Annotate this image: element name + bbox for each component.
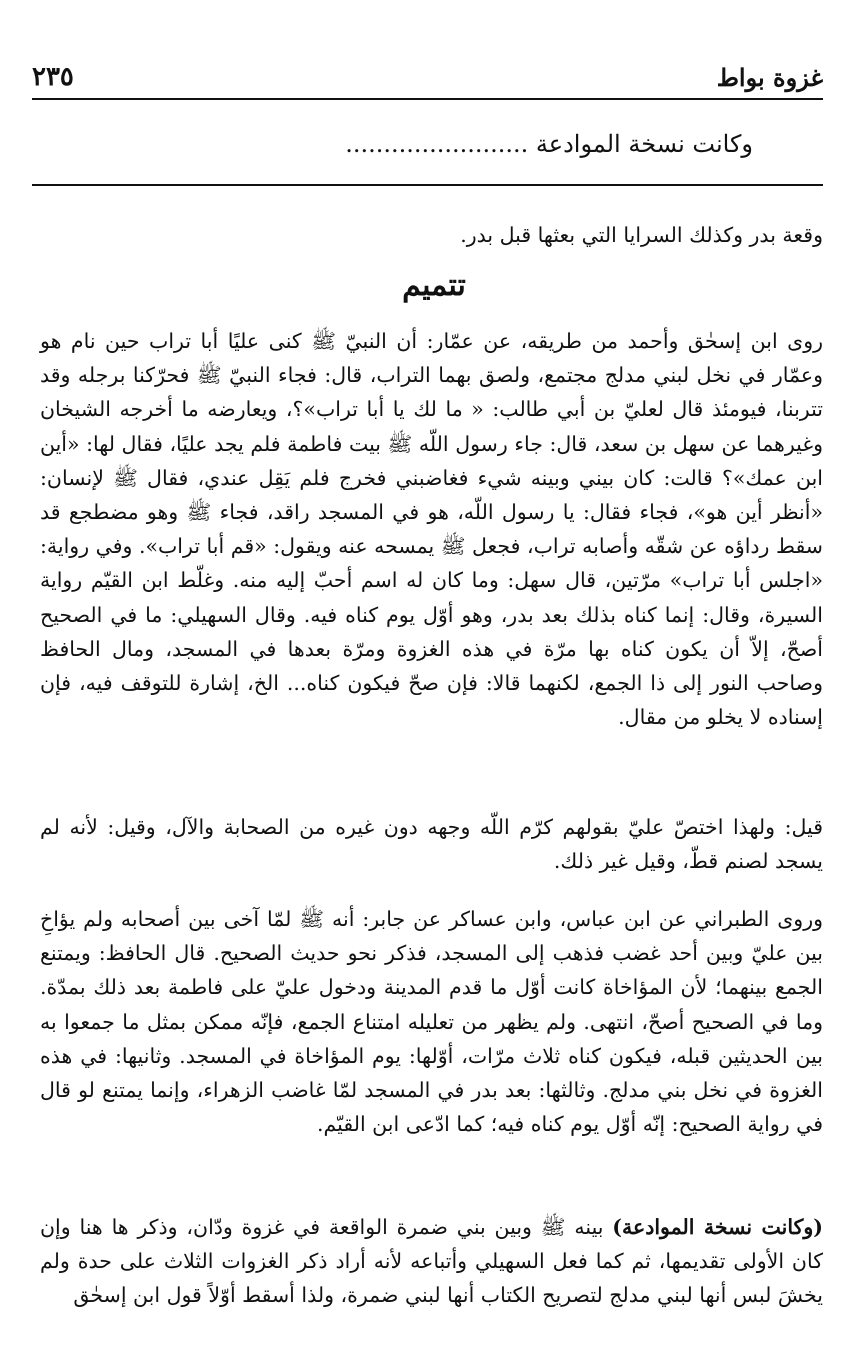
paragraph-4 — [40, 1210, 823, 1313]
section-heading: تتميم — [402, 268, 466, 303]
matn-box — [32, 112, 823, 186]
paragraph-4-text: بينه ﷺ وبين بني ضمرة الواقعة في غزوة ودّان، وذكر ها هنا وإن كان الأولى تقديمها، ثم كما فعل السهيلي وأتباعه لأنه أراد ذكر الغزوات الثلاث على حدة ولم يخشَ لبس أنها لبني مدلج لتصريح الكتاب أنها لبني ضمرة، ولذا أسقط أوّلاً قول ابن إسحٰق — [40, 1215, 823, 1308]
page-header — [32, 52, 823, 100]
paragraph-4-lead: (وكانت نسخة الموادعة) — [612, 1215, 823, 1239]
running-title: غزوة بواط — [716, 63, 823, 92]
matn-text: وكانت نسخة الموادعة ........................ — [345, 130, 753, 158]
paragraph-3: وروى الطبراني عن ابن عباس، وابن عساكر عن جابر: أنه ﷺ لمّا آخى بين أصحابه ولم يؤاخِ بين عليّ وبين أحد غضب فذهب إلى المسجد، فذكر نحو حديث الصحيح. قال الحافظ: ويمتنع الجمع بينهما؛ لأن المؤاخاة كانت أوّل ما قدم المدينة ودخول عليّ على فاطمة بعد ذلك بمدّة. وما في الصحيح أصحّ، انتهى. ولم يظهر من تعليله امتناع الجمع، فإنّه ممكن بمثل ما جمعوا به بين الحديثين قبله، فيكون كناه ثلاث مرّات، أوّلها: يوم المؤاخاة في المسجد. وثانيها: في هذه الغزوة في نخل بني مدلج. وثالثها: بعد بدر في المسجد لمّا غاضب الزهراء، وإنما يمتنع لو قال في رواية الصحيح: إنّه أوّل يوم كناه فيه؛ كما ادّعى ابن القيّم. — [40, 907, 823, 1137]
intro-line: وقعة بدر وكذلك السرايا التي بعثها قبل بدر. — [460, 223, 823, 247]
paragraph-2: قيل: ولهذا اختصّ عليّ بقولهم كرّم اللّه وجهه دون غيره من الصحابة والآل، وقيل: لأنه لم يسجد لصنم قطّ، وقيل غير ذلك. — [40, 815, 823, 874]
paragraph-1: روى ابن إسحٰق وأحمد من طريقه، عن عمّار: أن النبيّ ﷺ كنى عليًا أبا تراب حين نام هو وعمّار في نخل لبني مدلج مجتمع، ولصق بهما التراب، قال: فجاء النبيّ ﷺ فحرّكنا برجله وقد تتربنا، فيومئذ قال لعليّ بن أبي طالب: « ما لك يا أبا تراب»؟، ويعارضه ما أخرجه الشيخان وغيرهما عن سهل بن سعد، قال: جاء رسول اللّه ﷺ بيت فاطمة فلم يجد عليًا، فقال لها: «أين ابن عمك»؟ قالت: كان بيني وبينه شيء فغاضبني فخرج فلم يَقِل عندي، فقال ﷺ لإنسان: «أنظر أين هو»، فجاء فقال: يا رسول اللّه، هو في المسجد راقد، فجاء ﷺ وهو مضطجع قد سقط رداؤه عن شقّه وأصابه تراب، فجعل ﷺ يمسحه عنه ويقول: «قم أبا تراب». وفي رواية: «اجلس أبا تراب» مرّتين، قال سهل: وما كان له اسم أحبّ إليه منه. وغلّط ابن القيّم رواية السيرة، وقال: إنما كناه بذلك بعد بدر، وهو أوّل يوم كناه فيه. وقال السهيلي: ما في الصحيح أصحّ، إلاّ أن يكون كناه بها مرّة في هذه الغزوة ومرّة بعدها في المسجد، ومال الحافظ وصاحب النور إلى ذا الجمع، لكنهما قالا: فإن صحّ فيكون كناه... الخ، إشارة للتوقف فيه، فإن إسناده لا يخلو من مقال. — [40, 329, 823, 730]
page-number: ٢٣٥ — [32, 62, 74, 92]
